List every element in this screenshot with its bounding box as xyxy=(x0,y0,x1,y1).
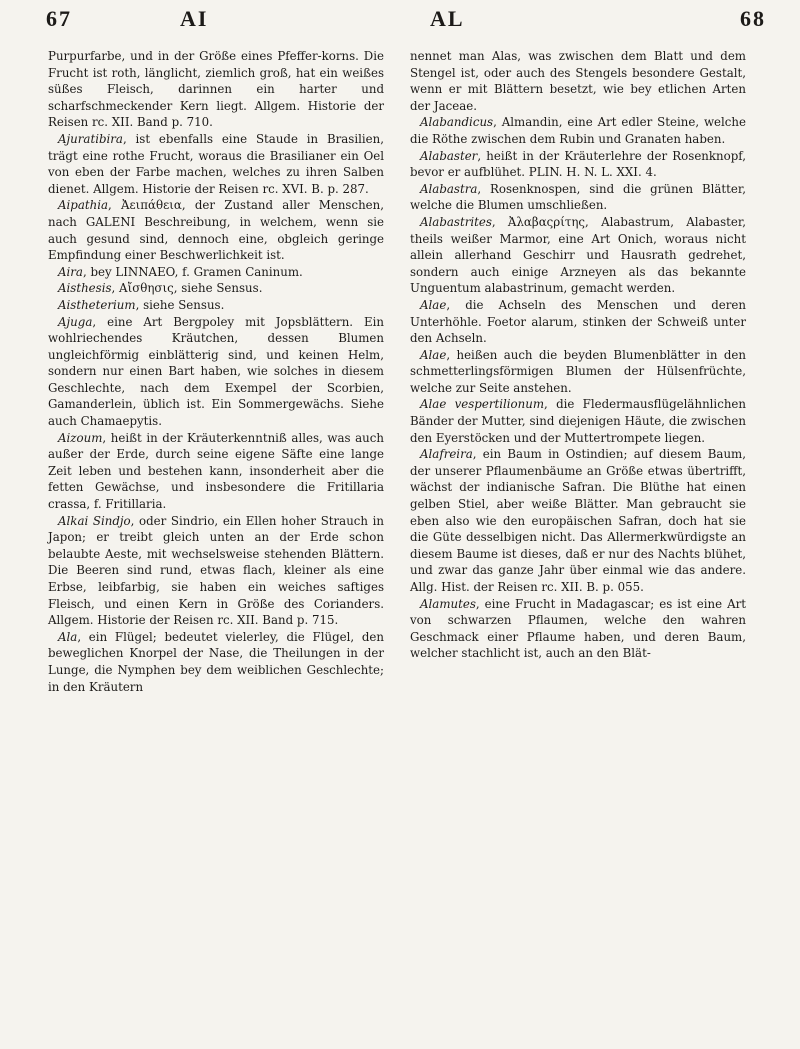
entry-text: , heißt in der Kräuterkenntniß alles, was auch außer der Erde, durch seine eigene Säfte eine lange Zeit leben und bestehen kann, insonderheit aber die fetten Gewächse, und insbesondere die Fritillaria crassa, f. Fritillaria. xyxy=(48,430,384,512)
left-page-number: 67 xyxy=(46,6,72,31)
dictionary-entry xyxy=(410,347,746,397)
entry-headword: Ala xyxy=(58,629,78,644)
entry-text: , heißt in der Kräuterlehre der Rosenknopf, bevor er aufblühet. PLIN. H. N. L. XXI. 4. xyxy=(410,148,746,180)
dictionary-entry xyxy=(410,596,746,662)
dictionary-entry xyxy=(48,314,384,430)
left-column xyxy=(48,48,384,695)
entry-headword: Aistheterium xyxy=(58,297,136,312)
entry-text: , die Achseln des Menschen und deren Unterhöhle. Foetor alarum, stinken der Schweiß unter den Achseln. xyxy=(410,297,746,346)
dictionary-entry xyxy=(48,48,384,131)
entry-headword: Alafreira xyxy=(420,447,473,462)
entry-text: , oder Sindrio, ein Ellen hoher Strauch in Japon; er treibt gleich unten an der Erde schon belaubte Aeste, mit wechselsweise stehenden Blättern. Die Beeren sind rund, etwas flach, kleiner als eine Erbse, leibfarbig, sie haben ein weiches saftiges Fleisch, und einen Kern in Größe des Corianders. Allgem. Historie der Reisen rc. XII. Band p. 715. xyxy=(48,513,384,628)
entry-text: , Ἀλαβαςρίτης, Alabastrum, Alabaster, theils weißer Marmor, eine Art Onich, woraus nicht allein allerhand Geschirr und Hausrath gedrehet, sondern auch einige Arzneyen als das bekannte Unguentum alabastrinum, gemacht werden. xyxy=(410,214,746,296)
entry-headword: Alabaster xyxy=(420,148,478,163)
entry-headword: Aizoum xyxy=(58,430,103,445)
entry-headword: Alamutes xyxy=(420,596,476,611)
dictionary-entry xyxy=(410,396,746,446)
entry-headword: Aipathia xyxy=(58,198,109,213)
entry-text: , eine Art Bergpoley mit Jopsblättern. Ein wohlriechendes Kräutchen, dessen Blumen ungleichförmig einblätterig sind, und keinen Helm, sondern nur einen Bart haben, wie solches in diesem Geschlechte, nach dem Exempel der Scorbien, Gamanderlein, üblich ist. Ein Sommergewächs. Siehe auch Chamaepytis. xyxy=(48,314,384,429)
dictionary-entry xyxy=(48,513,384,629)
left-column-letter: AI xyxy=(180,6,209,31)
dictionary-entry xyxy=(410,181,746,214)
entry-headword: Alabastra xyxy=(420,181,478,196)
dictionary-entry xyxy=(410,214,746,297)
dictionary-entry xyxy=(48,280,384,297)
dictionary-entry xyxy=(410,148,746,181)
entry-text: , Αἴσθησις, siehe Sensus. xyxy=(111,281,263,296)
entry-text: , die Fledermausflügelähnlichen Bänder der Mutter, sind diejenigen Häute, die zwischen den Eyerstöcken und der Muttertrompete liegen. xyxy=(410,397,746,445)
entry-text: , Rosenknospen, sind die grünen Blätter, welche die Blumen umschließen. xyxy=(410,181,746,213)
entry-text: , eine Frucht in Madagascar; es ist eine Art von schwarzen Pflaumen, welche den wahren Geschmack einer Pflaume haben, und deren Baum, welcher stachlicht ist, auch an den Blät- xyxy=(410,596,746,661)
dictionary-entry xyxy=(410,446,746,595)
entry-headword: Aisthesis xyxy=(58,281,112,296)
entry-text: , ein Flügel; bedeutet vielerley, die Flügel, den beweglichen Knorpel der Nase, die Theilungen in der Lunge, die Nymphen bey dem weiblichen Geschlechte; in den Kräutern xyxy=(48,629,384,694)
dictionary-entry xyxy=(48,197,384,263)
dictionary-entry xyxy=(48,131,384,197)
entry-text: Purpurfarbe, und in der Größe eines Pfeffer-korns. Die Frucht ist roth, länglicht, ziemlich groß, hat ein weißes süßes Fleisch, darinnen ein harter und scharfschmeckender Kern liegt. Allgem. Historie der Reisen rc. XII. Band p. 710. xyxy=(48,49,384,130)
entry-headword: Ajuga xyxy=(58,314,93,329)
dictionary-entry xyxy=(48,264,384,281)
entry-text: , heißen auch die beyden Blumenblätter in den schmetterlingsförmigen Blumen der Hülsenfrüchte, welche zur Seite anstehen. xyxy=(410,347,746,395)
entry-text: , ein Baum in Ostindien; auf diesem Baum, der unserer Pflaumenbäume an Größe etwas übertrifft, wächst der indianische Safran. Die Blüthe hat einen gelben Stiel, aber weiße Blätter. Man gebraucht sie eben also wie den europäischen Safran, doch hat sie die Güte desselbigen nicht. Das Allermerkwürdigste an diesem Baume ist dieses, daß er nur des Nachts blühet, und zwar das ganze Jahr über einmal wie das andere. Allg. Hist. der Reisen rc. XII. B. p. 055. xyxy=(410,447,746,594)
entry-text: , siehe Sensus. xyxy=(135,297,225,312)
entry-headword: Aira xyxy=(58,264,83,279)
dictionary-entry xyxy=(48,629,384,695)
entry-headword: Alabandicus xyxy=(420,115,494,130)
entry-text: nennet man Alas, was zwischen dem Blatt und dem Stengel ist, oder auch des Stengels besondere Gestalt, wenn er mit Blättern besetzt, wie bey etlichen Arten der Jaceae. xyxy=(410,49,746,113)
dictionary-entry xyxy=(410,114,746,147)
dictionary-entry xyxy=(48,297,384,314)
dictionary-entry xyxy=(410,48,746,114)
running-head xyxy=(46,6,766,40)
right-page-number: 68 xyxy=(740,6,766,31)
entry-headword: Alabastrites xyxy=(420,214,492,229)
entry-headword: Alae vespertilionum xyxy=(420,397,545,412)
entry-headword: Alae xyxy=(420,347,447,362)
dictionary-entry xyxy=(410,297,746,347)
entry-text: , Almandin, eine Art edler Steine, welche die Röthe zwischen dem Rubin und Granaten haben. xyxy=(410,115,746,146)
entry-text: , bey LINNAEO, f. Gramen Caninum. xyxy=(82,264,303,279)
right-column xyxy=(410,48,746,662)
entry-headword: Alae xyxy=(420,297,447,312)
dictionary-entry xyxy=(48,430,384,513)
entry-text: , ist ebenfalls eine Staude in Brasilien, trägt eine rothe Frucht, woraus die Brasilianer ein Oel von eben der Farbe machen, welches zu ihren Salben dienet. Allgem. Historie der Reisen rc. XVI. B. p. 287. xyxy=(48,131,384,196)
entry-headword: Alkai Sindjo xyxy=(58,513,131,528)
entry-text: , Ἀειπάθεια, der Zustand aller Menschen, nach GALENI Beschreibung, in welchem, wenn sie auch gesund sind, dennoch eine, obgleich geringe Empfindung einer Beschwerlichkeit ist. xyxy=(48,198,384,263)
entry-headword: Ajuratibira xyxy=(58,131,123,146)
right-column-letter: AL xyxy=(430,6,465,31)
